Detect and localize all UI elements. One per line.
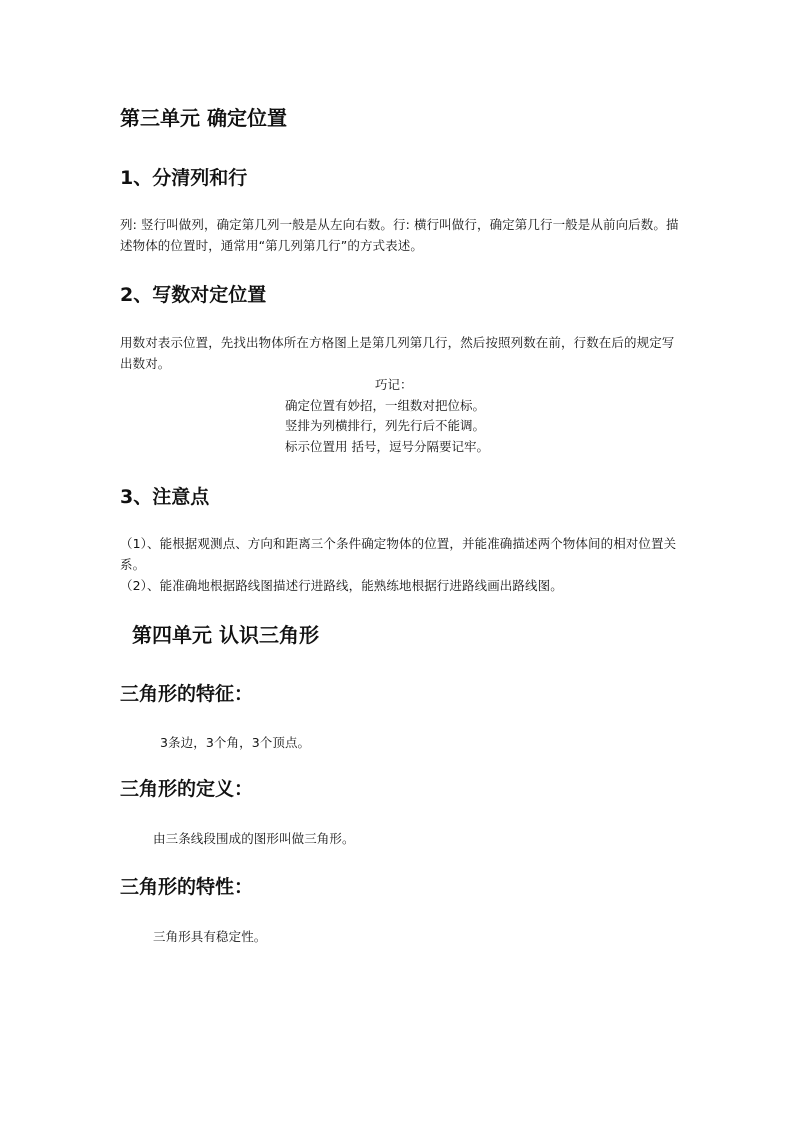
mnemonic-line-1: 确定位置有妙招，一组数对把位标。 [285, 397, 486, 413]
features-heading: 三角形的特征： [120, 683, 254, 705]
section3-list [120, 533, 680, 596]
unit4-title: 第四单元 认识三角形 [132, 623, 319, 647]
section3-item-2: （2）、能准确地根据路线图描述行进路线，能熟练地根据行进路线画出路线图。 [120, 578, 563, 593]
unit3-title: 第三单元 确定位置 [120, 106, 287, 130]
section1-heading: 1、分清列和行 [120, 167, 248, 189]
property-heading: 三角形的特性： [120, 876, 254, 898]
section1-body: 列: 竖行叫做列，确定第几列一般是从左向右数。行: 横行叫做行，确定第几行一般是从前向后数。描述物体的位置时，通常用“第几列第几行”的方式表述。 [120, 217, 679, 253]
mnemonic-verse [285, 375, 585, 457]
section2-body: 用数对表示位置，先找出物体所在方格图上是第几列第几行，然后按照列数在前，行数在后的规定写出数对。 [120, 335, 675, 371]
mnemonic-line-3: 标示位置用 括号，逗号分隔要记牢。 [285, 438, 489, 454]
section2-heading: 2、写数对定位置 [120, 284, 267, 306]
mnemonic-title: 巧记： [375, 377, 413, 392]
features-body: 3条边，3个角，3个顶点。 [160, 735, 311, 750]
definition-heading: 三角形的定义： [120, 778, 254, 800]
mnemonic-line-2: 竖排为列横排行，列先行后不能调。 [285, 418, 486, 433]
section3-item-1: （1）、能根据观测点、方向和距离三个条件确定物体的位置，并能准确描述两个物体间的相对位置关系。 [120, 536, 677, 572]
section3-heading: 3、注意点 [120, 486, 210, 508]
definition-body: 由三条线段围成的图形叫做三角形。 [153, 831, 355, 846]
property-body: 三角形具有稳定性。 [153, 929, 267, 944]
